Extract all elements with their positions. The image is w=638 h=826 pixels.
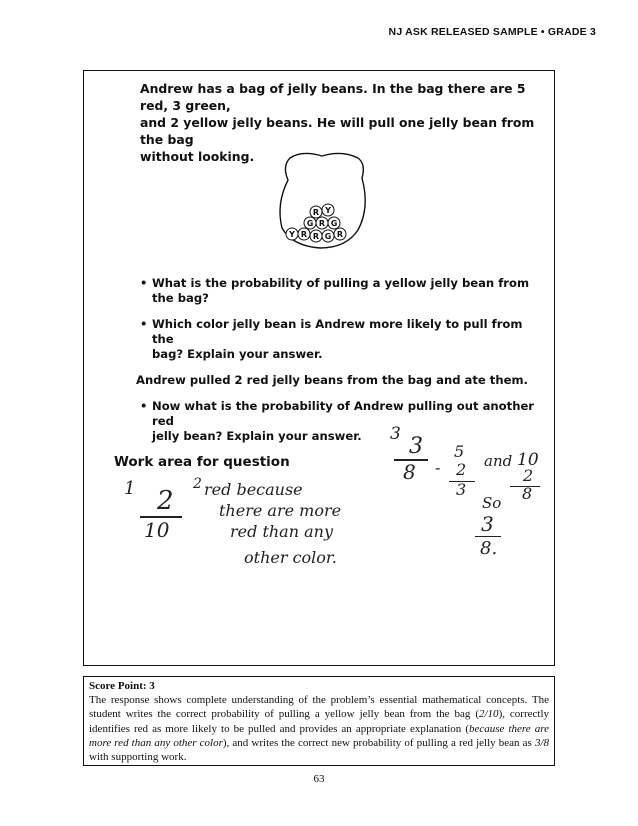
bean-label: G bbox=[330, 219, 338, 228]
intro-line: without looking. bbox=[140, 149, 255, 164]
calc-fraction-b-minus: 2 bbox=[456, 460, 467, 479]
score-text: ), correctly identifies red as more likely to be pulled and provides an appropriate explanation ( bbox=[89, 708, 550, 735]
work-area-label: Work area for question bbox=[114, 454, 290, 470]
bean-label: Y bbox=[289, 230, 295, 239]
bean-label: R bbox=[336, 230, 344, 239]
question-bullet bbox=[140, 399, 540, 444]
middle-statement: Andrew pulled 2 red jelly beans from the bag and ate them. bbox=[136, 373, 528, 387]
answer-1-number: 1 bbox=[124, 478, 136, 499]
calc-fraction-d-bottom: 8. bbox=[480, 538, 498, 559]
bean-label: Y bbox=[325, 206, 331, 215]
score-explanation: because there are more red than any other color bbox=[89, 722, 549, 749]
calc-fraction-d-top: 3 bbox=[481, 512, 494, 536]
question-line: Now what is the probability of Andrew pulling out another red bbox=[152, 399, 535, 428]
calc-fraction-c-bottom: 8 bbox=[522, 484, 533, 503]
calc-so: So bbox=[482, 494, 502, 512]
bean-label: G bbox=[306, 219, 314, 228]
answer-2-line: red because bbox=[204, 480, 303, 499]
calc-fraction-c-minus: 2 bbox=[523, 466, 534, 485]
bullet-symbol: • bbox=[140, 317, 148, 331]
bullet-symbol: • bbox=[140, 399, 148, 413]
calc-fraction-c-top: 10 bbox=[517, 450, 539, 470]
question-line: Which color jelly bean is Andrew more likely to pull from the bbox=[152, 317, 523, 346]
question-bullet bbox=[140, 276, 540, 306]
question-line: the bag? bbox=[152, 291, 209, 305]
bean-label: R bbox=[312, 208, 320, 217]
question-line: bag? Explain your answer. bbox=[152, 347, 323, 361]
bean-label: R bbox=[318, 219, 326, 228]
page-number: 63 bbox=[313, 773, 325, 785]
answer-2-line: red than any bbox=[230, 522, 333, 541]
question-line: jelly bean? Explain your answer. bbox=[152, 429, 362, 443]
question-line: What is the probability of pulling a yellow jelly bean from bbox=[152, 276, 530, 290]
bean-label: R bbox=[312, 232, 320, 241]
bullet-symbol: • bbox=[140, 276, 148, 290]
calc-fraction-a-top: 3 bbox=[409, 434, 423, 459]
calc-number: 3 bbox=[390, 424, 401, 444]
page-header: NJ ASK RELEASED SAMPLE • GRADE 3 bbox=[388, 26, 596, 38]
answer-1-denominator: 10 bbox=[144, 518, 170, 542]
score-text: ), and writes the correct new probability of pulling a red jelly bean as bbox=[222, 736, 535, 749]
answer-2-line: other color. bbox=[244, 548, 337, 567]
jelly-bean-bag-illustration bbox=[270, 148, 380, 257]
calc-minus: - bbox=[435, 458, 441, 477]
question-list bbox=[136, 276, 540, 455]
answer-1-numerator: 2 bbox=[157, 486, 174, 516]
score-commentary-box bbox=[83, 676, 555, 766]
answer-2-line: there are more bbox=[219, 501, 342, 520]
calc-fraction-a-bottom: 8 bbox=[403, 460, 416, 484]
score-fraction: 2/10 bbox=[479, 708, 499, 721]
bag-svg bbox=[270, 148, 380, 252]
answer-2-number: 2 bbox=[193, 476, 202, 492]
bean-label: G bbox=[324, 232, 332, 241]
score-fraction: 3/8 bbox=[534, 736, 549, 749]
intro-line: Andrew has a bag of jelly beans. In the bag there are 5 red, 3 green, bbox=[140, 81, 526, 113]
score-heading: Score Point: 3 bbox=[89, 680, 155, 692]
calc-and: and bbox=[484, 452, 513, 470]
calc-fraction-b-bottom: 3 bbox=[456, 480, 467, 499]
score-text: The response shows complete understanding of the problem’s essential mathematical concepts. The student writes the correct probability of pulling a yellow jelly bean from the bag ( bbox=[89, 694, 549, 721]
calc-fraction-b-top: 5 bbox=[454, 442, 465, 461]
intro-line: and 2 yellow jelly beans. He will pull one jelly bean from the bag bbox=[140, 115, 535, 147]
score-text: with supporting work. bbox=[89, 751, 187, 764]
bean-label: R bbox=[300, 230, 308, 239]
question-bullet bbox=[140, 317, 540, 362]
